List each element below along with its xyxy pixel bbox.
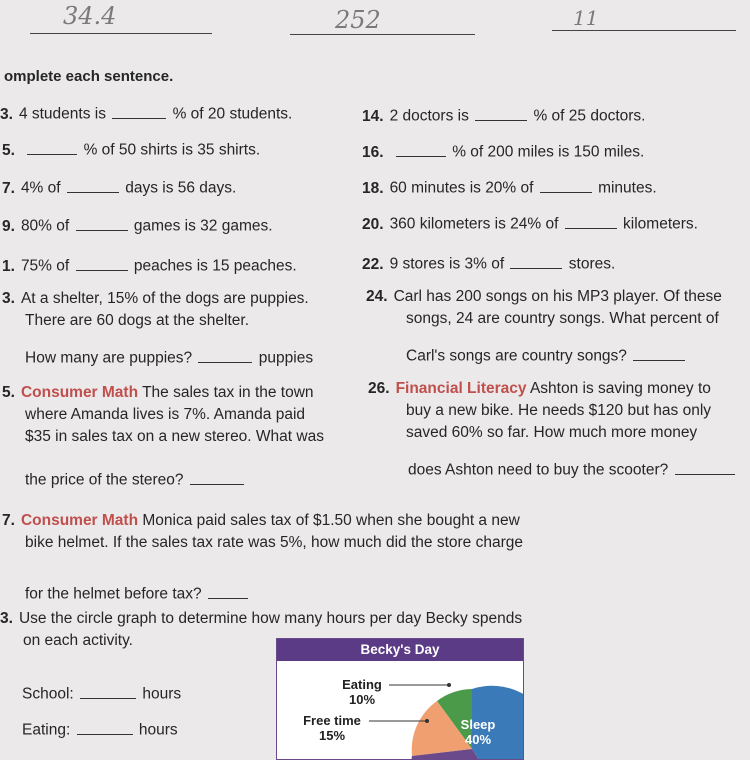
answer-blank[interactable] [80,682,136,699]
question-28: 3. Use the circle graph to determine how many hours per day Becky spends on each activity. [0,610,523,649]
answer-blank[interactable] [190,468,244,485]
graph-title: Becky's Day [277,639,523,661]
question-23-answer: How many are puppies? puppies [25,346,313,370]
question-22: 22. 9 stores is 3% of stores. [362,252,615,276]
question-14: 14. 2 doctors is % of 25 doctors. [362,104,645,128]
answer-blank[interactable] [67,176,119,193]
handwritten-answer-3: 11 [573,6,599,30]
question-24-answer: Carl's songs are country songs? [406,344,687,368]
circle-graph [276,638,524,760]
answer-blank[interactable] [76,254,128,271]
question-28-eating: Eating: hours [22,718,178,742]
answer-blank[interactable] [565,212,617,229]
question-27-answer: for the helmet before tax? [25,582,250,606]
answer-blank[interactable] [540,176,592,193]
question-15: 5. % of 50 shirts is 35 shirts. [2,138,260,162]
handwritten-answer-2: 252 [335,6,381,34]
question-25: 5. Consumer Math The sales tax in the town where Amanda lives is 7%. Amanda paid $35 in sales tax on a new stereo. What was [2,384,324,445]
question-26-answer: does Ashton need to buy the scooter? [408,458,737,482]
question-23: 3. At a shelter, 15% of the dogs are puppies. There are 60 dogs at the shelter. [2,290,309,329]
question-21: 1. 75% of peaches is 15 peaches. [2,254,297,278]
freetime-leader-dot [425,719,429,723]
answer-line-1 [30,33,212,34]
answer-blank[interactable] [633,344,685,361]
answer-blank[interactable] [208,582,248,599]
answer-blank[interactable] [27,138,77,155]
answer-blank[interactable] [198,346,252,363]
question-25-answer: the price of the stereo? [25,468,246,492]
section-heading: omplete each sentence. [4,68,174,85]
question-18: 18. 60 minutes is 20% of minutes. [362,176,657,200]
question-24: 24. Carl has 200 songs on his MP3 player. Of these songs, 24 are country songs. What percent of [366,288,722,327]
question-13: 3. 4 students is % of 20 students. [0,102,292,126]
question-17: 7. 4% of days is 56 days. [2,176,236,200]
eating-leader-dot [447,683,451,687]
answer-blank[interactable] [112,102,166,119]
label-eating: Eating 10% [342,677,382,707]
answer-blank[interactable] [76,214,128,231]
answer-blank[interactable] [510,252,562,269]
handwritten-answer-1: 34.4 [63,2,117,30]
question-19: 9. 80% of games is 32 games. [2,214,273,238]
question-27: 7. Consumer Math Monica paid sales tax of $1.50 when she bought a new bike helmet. If the sales tax rate was 5%, how much did the store charge [2,512,523,551]
label-free-time: Free time 15% [303,713,361,743]
answer-blank[interactable] [77,718,133,735]
question-20: 20. 360 kilometers is 24% of kilometers. [362,212,698,236]
question-28-school: School: hours [22,682,181,706]
answer-blank[interactable] [396,140,446,157]
answer-line-3 [552,30,736,31]
question-26: 26. Financial Literacy Ashton is saving money to buy a new bike. He needs $120 but has only saved 60% so far. How much more money [368,380,712,441]
question-16: 16. % of 200 miles is 150 miles. [362,140,644,164]
answer-blank[interactable] [675,458,735,475]
label-sleep: Sleep 40% [460,717,496,747]
answer-line-2 [290,34,475,35]
answer-blank[interactable] [475,104,527,121]
